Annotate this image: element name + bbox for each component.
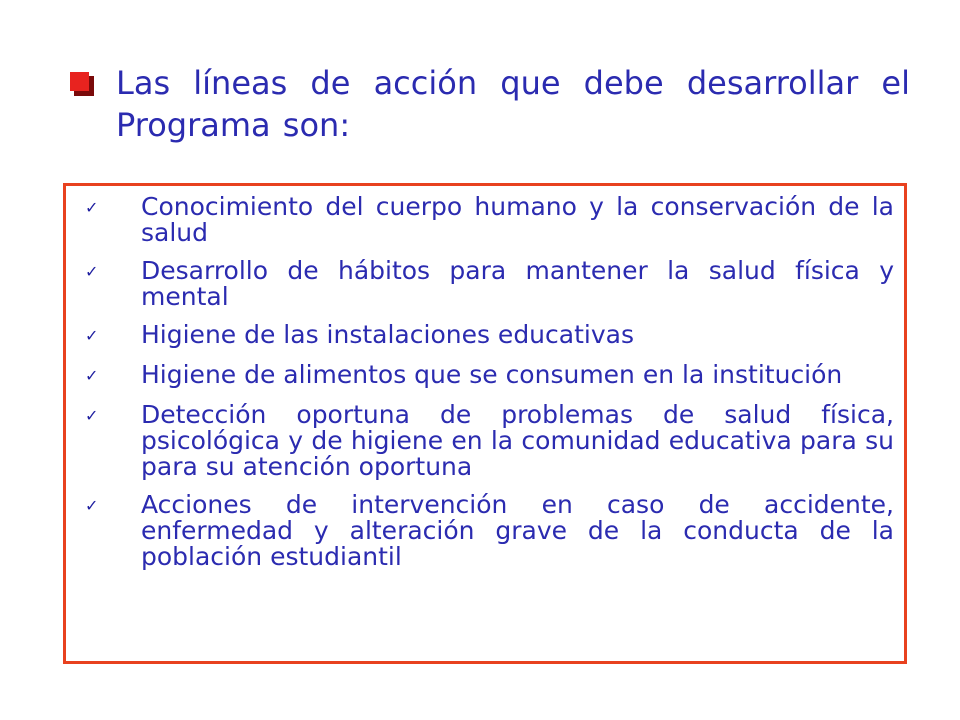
- checkmark-icon: ✓: [85, 262, 99, 281]
- action-lines-box: [63, 183, 907, 664]
- list-item-text: Acciones de intervención en caso de accidente, enfermedad y alteración grave de la conducta de la población estudiantil: [141, 490, 894, 571]
- square-bullet-icon: [70, 72, 94, 96]
- list-item: [81, 492, 894, 570]
- checkmark-icon: ✓: [85, 198, 99, 217]
- list-item: [81, 322, 894, 350]
- checkmark-icon: ✓: [85, 366, 99, 385]
- list-item: [81, 362, 894, 390]
- list-item: [81, 194, 894, 246]
- list-item: [81, 258, 894, 310]
- action-lines-list: [81, 194, 894, 582]
- list-item: [81, 402, 894, 480]
- checkmark-icon: ✓: [85, 496, 99, 515]
- heading-text: Las líneas de acción que debe desarrollar el Programa son:: [116, 64, 910, 144]
- checkmark-icon: ✓: [85, 406, 99, 425]
- checkmark-icon: ✓: [85, 326, 99, 345]
- list-item-text: Detección oportuna de problemas de salud física, psicológica y de higiene en la comunidad educativa para su para su atención oportuna: [141, 400, 894, 481]
- list-item-text: Conocimiento del cuerpo humano y la conservación de la salud: [141, 192, 894, 247]
- list-item-text: Higiene de las instalaciones educativas: [141, 320, 634, 349]
- list-item-text: Desarrollo de hábitos para mantener la salud física y mental: [141, 256, 894, 311]
- list-item-text: Higiene de alimentos que se consumen en la institución: [141, 360, 843, 389]
- slide-heading: [70, 62, 910, 146]
